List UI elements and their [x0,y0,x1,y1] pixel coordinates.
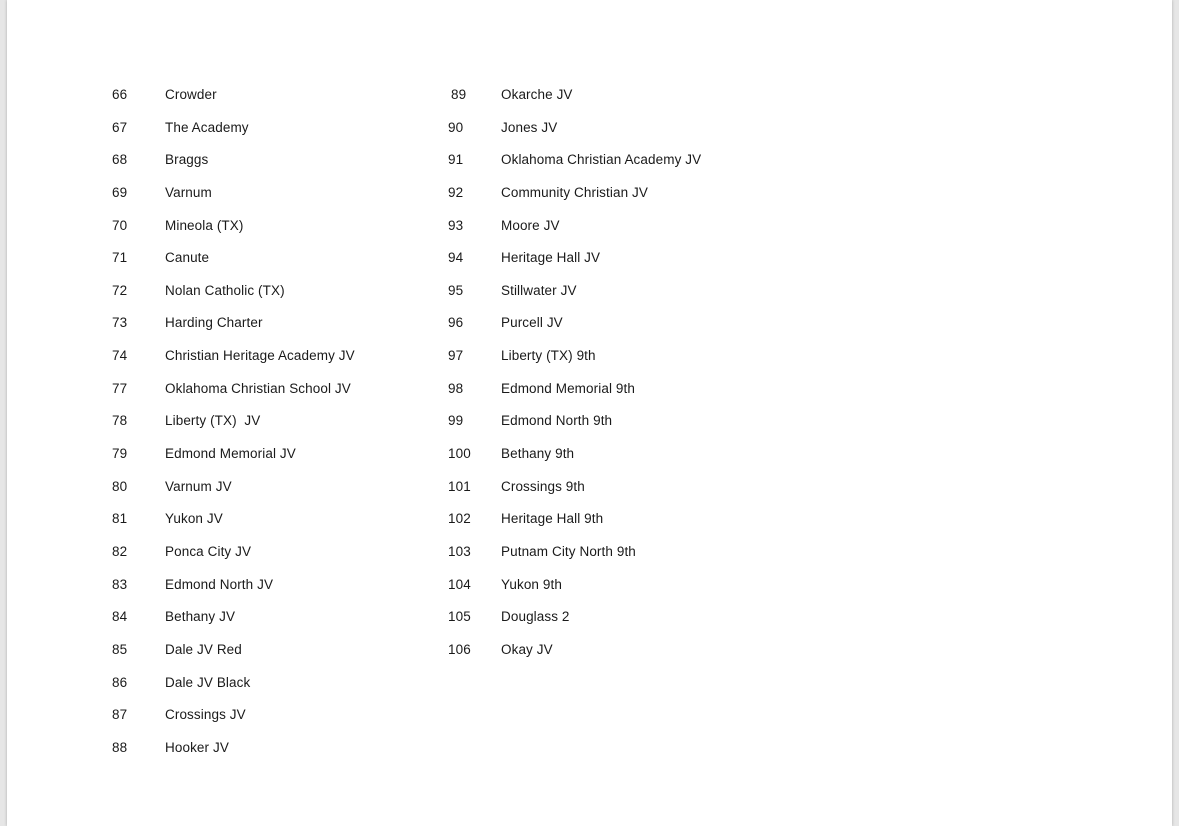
seed-number: 93 [448,217,464,233]
team-name: Putnam City North 9th [501,543,636,559]
seed-number: 92 [448,184,464,200]
list-item [112,177,442,210]
seed-number: 104 [448,576,471,592]
list-item [112,438,442,471]
team-name: Bethany JV [165,609,236,625]
team-name: Moore JV [501,217,560,233]
list-item [448,340,808,373]
team-list-left-column [112,79,442,764]
list-item [448,210,808,243]
list-item [112,210,442,243]
seed-number: 100 [448,446,471,462]
team-name: Douglass 2 [501,609,570,625]
seed-number: 102 [448,511,471,527]
team-name: Christian Heritage Academy JV [165,348,355,364]
seed-number: 95 [448,282,464,298]
team-name: Okay JV [501,641,553,657]
list-item [448,536,808,569]
team-list-right-column [448,79,808,667]
list-item [112,503,442,536]
seed-number: 77 [112,380,128,396]
list-item [112,307,442,340]
document-page [7,0,1172,826]
team-name: Edmond Memorial 9th [501,380,635,396]
team-name: Jones JV [501,119,558,135]
seed-number: 85 [112,641,128,657]
list-item [112,144,442,177]
seed-number: 87 [112,707,128,723]
list-item [448,634,808,667]
seed-number: 94 [448,250,464,266]
team-name: Bethany 9th [501,446,575,462]
team-name: Dale JV Red [165,641,242,657]
team-name: Hooker JV [165,739,229,755]
team-name: Edmond Memorial JV [165,446,296,462]
seed-number: 74 [112,348,128,364]
list-item [112,699,442,732]
seed-number: 72 [112,282,128,298]
seed-number: 82 [112,543,128,559]
seed-number: 80 [112,478,128,494]
list-item [448,601,808,634]
team-name: Crowder [165,87,217,102]
seed-number: 79 [112,446,128,462]
list-item [448,471,808,504]
list-item [448,177,808,210]
seed-number: 91 [448,152,464,168]
team-name: Heritage Hall 9th [501,511,604,527]
seed-number: 105 [448,609,471,625]
team-name: Community Christian JV [501,184,648,200]
team-name: Liberty (TX) JV [165,413,261,429]
team-name: Canute [165,250,210,266]
seed-number: 68 [112,152,128,168]
list-item [112,569,442,602]
seed-number: 78 [112,413,128,429]
list-item [112,667,442,700]
team-name: Dale JV Black [165,674,251,690]
seed-number: 96 [448,315,464,331]
seed-number: 103 [448,543,471,559]
seed-number: 73 [112,315,128,331]
seed-number: 88 [112,739,128,755]
seed-number: 83 [112,576,128,592]
list-item [112,373,442,406]
list-item [112,340,442,373]
seed-number: 101 [448,478,471,494]
list-item [112,732,442,765]
team-name: Liberty (TX) 9th [501,348,596,364]
seed-number: 67 [112,119,128,135]
list-item [448,79,808,112]
team-name: Varnum JV [165,478,232,494]
team-name: Edmond North JV [165,576,274,592]
seed-number: 84 [112,609,128,625]
list-item [112,242,442,275]
seed-number: 97 [448,348,464,364]
team-name: Oklahoma Christian Academy JV [501,152,702,168]
list-item [448,405,808,438]
seed-number: 90 [448,119,464,135]
team-name: Stillwater JV [501,282,577,298]
seed-number: 70 [112,217,128,233]
team-name: Mineola (TX) [165,217,244,233]
list-item [448,307,808,340]
team-name: Yukon 9th [501,576,562,592]
seed-number: 89 [451,87,467,102]
list-item [448,438,808,471]
seed-number: 71 [112,250,128,266]
team-name: Varnum [165,184,212,200]
seed-number: 106 [448,641,471,657]
team-name: Okarche JV [501,87,573,102]
team-name: Oklahoma Christian School JV [165,380,351,396]
list-item [448,112,808,145]
seed-number: 66 [112,87,128,102]
team-name: Crossings 9th [501,478,585,494]
list-item [112,405,442,438]
list-item [112,536,442,569]
seed-number: 69 [112,184,128,200]
list-item [112,79,442,112]
seed-number: 81 [112,511,128,527]
seed-number: 86 [112,674,128,690]
list-item [112,634,442,667]
list-item [112,471,442,504]
list-item [112,112,442,145]
seed-number: 99 [448,413,464,429]
team-name: Braggs [165,152,209,168]
list-item [448,503,808,536]
seed-number: 98 [448,380,464,396]
team-name: The Academy [165,119,249,135]
list-item [112,275,442,308]
team-name: Heritage Hall JV [501,250,601,266]
team-name: Yukon JV [165,511,223,527]
list-item [448,144,808,177]
team-name: Nolan Catholic (TX) [165,282,285,298]
team-name: Harding Charter [165,315,263,331]
list-item [448,242,808,275]
team-name: Ponca City JV [165,543,252,559]
list-item [448,275,808,308]
team-name: Edmond North 9th [501,413,613,429]
list-item [448,373,808,406]
team-name: Purcell JV [501,315,563,331]
list-item [448,569,808,602]
team-name: Crossings JV [165,707,246,723]
list-item [112,601,442,634]
